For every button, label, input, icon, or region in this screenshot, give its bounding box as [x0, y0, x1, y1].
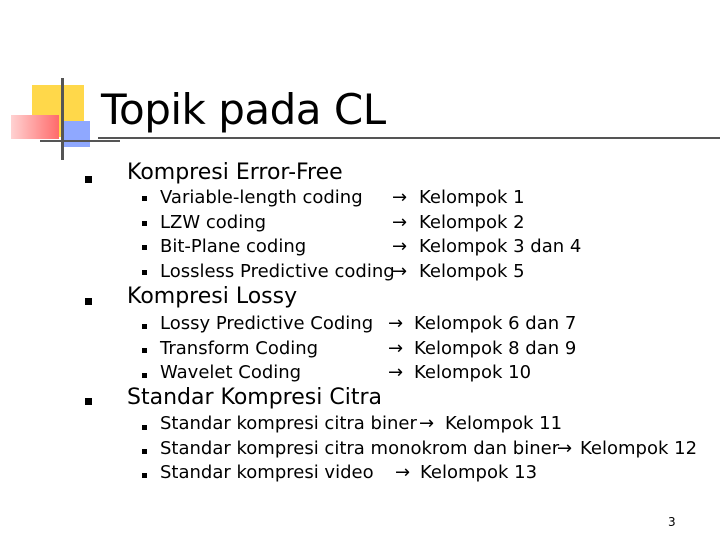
- arrow-icon: →: [392, 212, 408, 233]
- list-item-label: Standar kompresi video: [160, 462, 374, 483]
- section-bullet: [85, 298, 92, 305]
- list-item-label: Variable-length coding: [160, 187, 363, 208]
- list-item-target: Kelompok 10: [414, 362, 532, 383]
- item-bullet: [142, 473, 147, 478]
- section-heading: Kompresi Error-Free: [127, 160, 343, 185]
- red-bar-decoration: [11, 115, 59, 139]
- arrow-icon: →: [392, 187, 408, 208]
- item-bullet: [142, 270, 147, 275]
- list-item-target: Kelompok 1: [419, 187, 525, 208]
- arrow-icon: →: [388, 338, 404, 359]
- item-bullet: [142, 373, 147, 378]
- slide-title: Topik pada CL: [101, 85, 386, 134]
- section-bullet: [85, 176, 92, 183]
- section-heading: Standar Kompresi Citra: [127, 385, 382, 410]
- list-item-label: Standar kompresi citra monokrom dan biner: [160, 438, 560, 459]
- section-heading: Kompresi Lossy: [127, 284, 298, 309]
- arrow-icon: →: [419, 413, 435, 434]
- arrow-icon: →: [557, 438, 573, 459]
- list-item-label: Standar kompresi citra biner: [160, 413, 417, 434]
- list-item-label: Lossless Predictive coding: [160, 261, 395, 282]
- vertical-rule-decoration: [61, 78, 64, 160]
- arrow-icon: →: [395, 462, 411, 483]
- item-bullet: [142, 324, 147, 329]
- list-item-label: Wavelet Coding: [160, 362, 302, 383]
- list-item-target: Kelompok 2: [419, 212, 525, 233]
- item-bullet: [142, 221, 147, 226]
- list-item-target: Kelompok 3 dan 4: [419, 236, 582, 257]
- title-underline: [98, 137, 720, 139]
- list-item-target: Kelompok 13: [420, 462, 538, 483]
- horizontal-rule-decoration: [40, 140, 120, 142]
- arrow-icon: →: [392, 261, 408, 282]
- item-bullet: [142, 245, 147, 250]
- list-item-target: Kelompok 12: [580, 438, 698, 459]
- list-item-target: Kelompok 5: [419, 261, 525, 282]
- item-bullet: [142, 348, 147, 353]
- list-item-label: Bit-Plane coding: [160, 236, 307, 257]
- section-bullet: [85, 398, 92, 405]
- list-item-target: Kelompok 11: [445, 413, 563, 434]
- page-number: 3: [668, 515, 676, 529]
- arrow-icon: →: [392, 236, 408, 257]
- item-bullet: [142, 196, 147, 201]
- list-item-label: Transform Coding: [160, 338, 319, 359]
- list-item-label: LZW coding: [160, 212, 267, 233]
- arrow-icon: →: [388, 362, 404, 383]
- item-bullet: [142, 425, 147, 430]
- blue-square-decoration: [64, 121, 90, 147]
- list-item-target: Kelompok 8 dan 9: [414, 338, 577, 359]
- list-item-target: Kelompok 6 dan 7: [414, 313, 577, 334]
- item-bullet: [142, 449, 147, 454]
- arrow-icon: →: [388, 313, 404, 334]
- list-item-label: Lossy Predictive Coding: [160, 313, 374, 334]
